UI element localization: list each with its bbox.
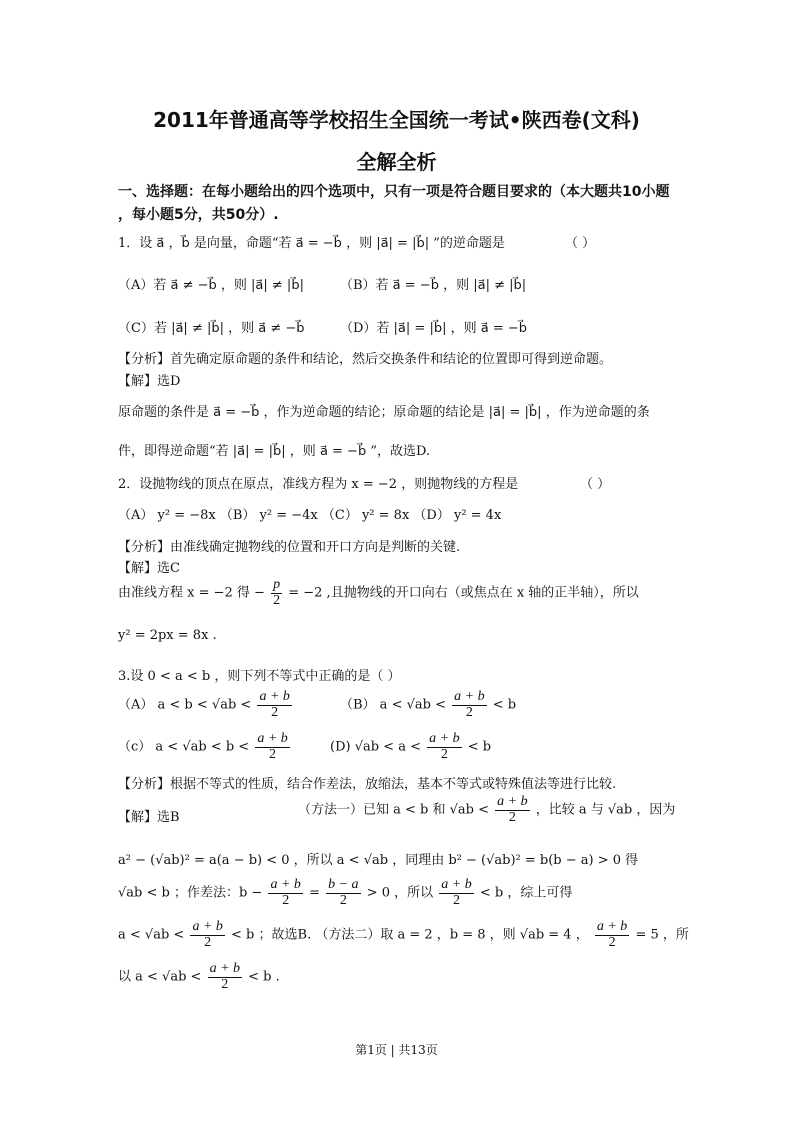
q3-l3-text-c: < b ，综上可得 bbox=[479, 885, 573, 901]
section-heading-line2: ，每小题5分，共50分）. bbox=[118, 207, 279, 223]
q3-l5-fraction bbox=[208, 962, 242, 992]
q3-opt-a-fraction bbox=[257, 690, 291, 720]
frac-denominator: 2 bbox=[465, 704, 473, 720]
frac-denominator: 2 bbox=[273, 592, 281, 608]
q2-sol-fraction bbox=[271, 578, 282, 608]
frac-denominator: 2 bbox=[508, 809, 516, 825]
frac-denominator: 2 bbox=[221, 976, 229, 992]
q3-l4-fraction-1 bbox=[190, 920, 224, 950]
q1-option-c: （C）若 |a⃗| ≠ |b⃗| ，则 a⃗ ≠ −b⃗ bbox=[118, 321, 305, 336]
q1-stem: 1．设 a⃗ ，b⃗ 是向量，命题“若 a⃗ = −b⃗ ，则 |a⃗| = |b⃗| ”的逆命题是 bbox=[118, 236, 505, 251]
frac-numerator: a + b bbox=[192, 919, 223, 934]
frac-numerator: a + b bbox=[441, 877, 472, 892]
frac-numerator: a + b bbox=[497, 794, 528, 809]
frac-numerator: a + b bbox=[259, 689, 290, 704]
frac-denominator: 2 bbox=[453, 892, 460, 908]
q3-l3-text-b: > 0 ，所以 bbox=[366, 885, 434, 901]
frac-denominator: 2 bbox=[282, 892, 290, 908]
q3-l4-fraction-2 bbox=[595, 920, 629, 950]
q1-solution-line2: 件，即得逆命题“若 |a⃗| = |b⃗| ，则 a⃗ = −b⃗ ”，故选D. bbox=[118, 444, 431, 459]
page-subtitle: 全解全析 bbox=[356, 150, 437, 174]
q3-analysis: 【分析】根据不等式的性质，结合作差法，放缩法，基本不等式或特殊值法等进行比较. bbox=[118, 777, 617, 792]
q3-option-d bbox=[330, 732, 491, 762]
q3-solution-line2: a² − (√ab)² = a(a − b) < 0 ，所以 a < √ab ，同理由 b² − (√ab)² = b(b − a) > 0 得 bbox=[118, 853, 639, 868]
q3-opt-b-fraction bbox=[452, 690, 486, 720]
q1-option-d: （D）若 |a⃗| = |b⃗| ，则 a⃗ = −b⃗ bbox=[340, 321, 527, 336]
q2-solution-line1 bbox=[118, 578, 639, 608]
frac-numerator: a + b bbox=[596, 919, 628, 934]
q3-l3-fraction-2 bbox=[326, 878, 360, 908]
q3-l3-fraction-1 bbox=[268, 878, 302, 908]
frac-denominator: 2 bbox=[271, 704, 279, 720]
q2-answer: 【解】选C bbox=[118, 561, 180, 576]
frac-numerator: b − a bbox=[328, 877, 359, 892]
frac-numerator: p bbox=[273, 577, 281, 592]
q3-opt-b-text: （B） a < √ab < bbox=[340, 697, 446, 713]
q3-option-b bbox=[340, 690, 516, 720]
q3-l3-eq: = bbox=[309, 885, 320, 901]
q3-solution-line4 bbox=[118, 920, 689, 950]
q1-answer: 【解】选D bbox=[118, 374, 181, 389]
q1-option-b: （B）若 a⃗ = −b⃗ ，则 |a⃗| ≠ |b⃗| bbox=[340, 278, 527, 293]
q3-l4-text-a: a < √ab < bbox=[118, 927, 185, 943]
q2-options: （A） y² = −8x （B） y² = −4x （C） y² = 8x （D） y² = 4x bbox=[118, 508, 502, 523]
q3-m1-fraction bbox=[495, 795, 529, 825]
q3-m1-text-a: （方法一）已知 a < b 和 √ab < bbox=[298, 802, 490, 818]
frac-denominator: 2 bbox=[269, 746, 277, 762]
page-footer: 第1页 | 共13页 bbox=[355, 1043, 438, 1057]
frac-denominator: 2 bbox=[608, 934, 616, 950]
q3-opt-d-text: (D) √ab < a < bbox=[330, 739, 421, 755]
q3-option-a bbox=[118, 690, 294, 720]
q2-stem: 2．设抛物线的顶点在原点，准线方程为 x = −2 ，则抛物线的方程是 bbox=[118, 477, 519, 492]
frac-numerator: a + b bbox=[454, 689, 485, 704]
q3-solution-line3 bbox=[118, 878, 572, 908]
q3-answer: 【解】选B bbox=[118, 810, 180, 825]
q2-solution-line2: y² = 2px = 8x . bbox=[118, 628, 217, 643]
q1-solution-line1: 原命题的条件是 a⃗ = −b⃗ ，作为逆命题的结论；原命题的结论是 |a⃗| = |b⃗| ，作为逆命题的条 bbox=[118, 405, 650, 420]
frac-numerator: a + b bbox=[270, 877, 301, 892]
q3-opt-c-fraction bbox=[255, 732, 289, 762]
q3-solution-line5 bbox=[118, 962, 280, 992]
frac-numerator: a + b bbox=[429, 731, 460, 746]
section-heading-line1: 一、选择题：在每小题给出的四个选项中，只有一项是符合题目要求的（本大题共10小题 bbox=[118, 184, 670, 200]
q3-l4-text-c: = 5 ，所 bbox=[635, 927, 689, 943]
q3-opt-d-tail: < b bbox=[467, 739, 492, 755]
q3-opt-d-fraction bbox=[427, 732, 461, 762]
frac-denominator: 2 bbox=[204, 934, 212, 950]
q3-l4-text-b: < b ；故选B. （方法二）取 a = 2 ，b = 8 ，则 √ab = 4 ， bbox=[231, 927, 589, 943]
q3-stem: 3.设 0 < a < b ，则下列不等式中正确的是（ ） bbox=[118, 669, 401, 684]
q2-sol-text-a: 由准线方程 x = −2 得 − bbox=[118, 585, 265, 601]
page-title: 2011年普通高等学校招生全国统一考试•陕西卷(文科) bbox=[153, 108, 640, 132]
q1-option-a: （A）若 a⃗ ≠ −b⃗ ，则 |a⃗| ≠ |b⃗| bbox=[118, 278, 304, 293]
q1-analysis: 【分析】首先确定原命题的条件和结论，然后交换条件和结论的位置即可得到逆命题。 bbox=[118, 352, 613, 367]
q3-method1 bbox=[298, 795, 675, 825]
frac-numerator: a + b bbox=[257, 731, 288, 746]
q2-answer-paren: （ ） bbox=[580, 477, 611, 492]
q3-opt-c-text: （c） a < √ab < b < bbox=[118, 739, 250, 755]
frac-numerator: a + b bbox=[209, 961, 241, 976]
q2-sol-text-b: = −2 ,且抛物线的开口向右（或焦点在 x 轴的正半轴），所以 bbox=[288, 585, 639, 601]
frac-denominator: 2 bbox=[440, 746, 448, 762]
q3-l3-fraction-3 bbox=[439, 878, 473, 908]
q3-option-c bbox=[118, 732, 292, 762]
q2-analysis: 【分析】由准线确定抛物线的位置和开口方向是判断的关键. bbox=[118, 540, 461, 555]
q3-m1-text-b: ，比较 a 与 √ab ，因为 bbox=[535, 802, 676, 818]
q3-opt-b-tail: < b bbox=[492, 697, 517, 713]
q3-opt-a-text: （A） a < b < √ab < bbox=[118, 697, 252, 713]
frac-denominator: 2 bbox=[339, 892, 347, 908]
q3-l3-text-a: √ab < b ；作差法：b − bbox=[118, 885, 263, 901]
q3-l5-text-b: < b . bbox=[248, 969, 280, 985]
q1-answer-paren: （ ） bbox=[565, 236, 596, 251]
q3-l5-text-a: 以 a < √ab < bbox=[118, 969, 202, 985]
